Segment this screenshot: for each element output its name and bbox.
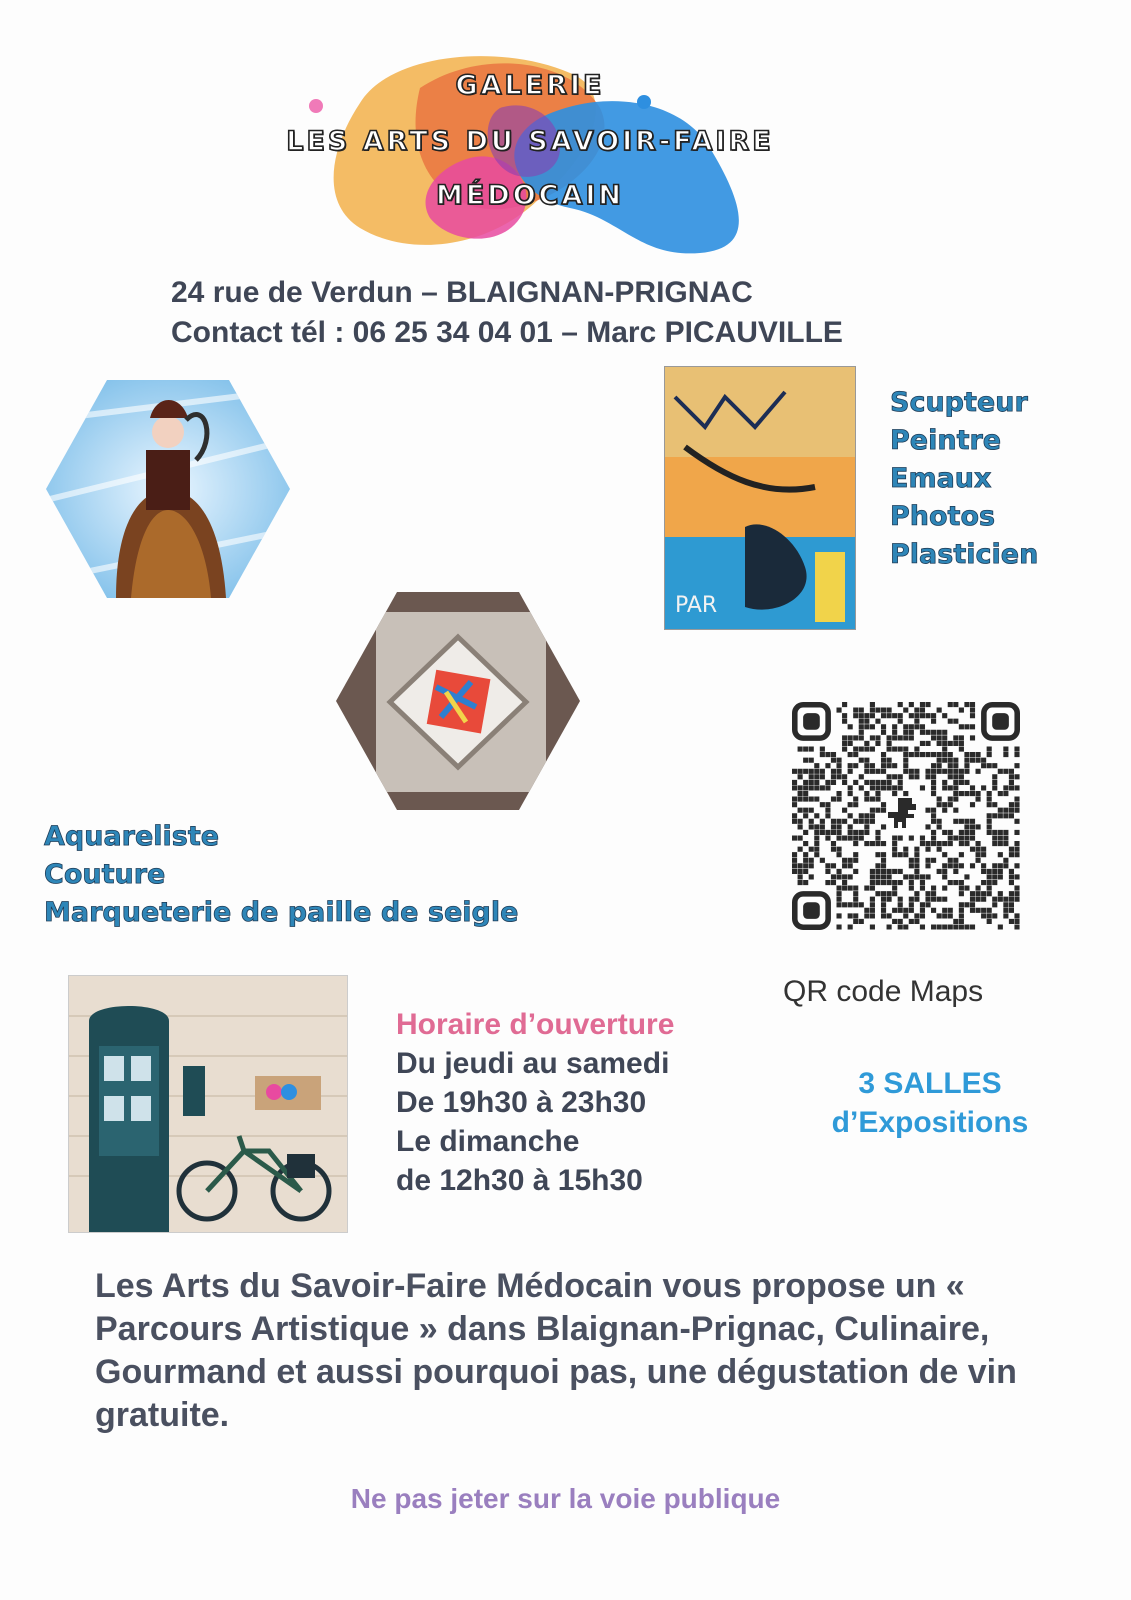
- qr-code-graphic: [792, 702, 1020, 930]
- opening-hours-line: de 12h30 à 15h30: [396, 1164, 643, 1197]
- logo-line-medocain: MÉDOCAIN: [435, 180, 625, 211]
- sculpture-photo: [336, 592, 580, 810]
- opening-hours: [396, 1005, 674, 1200]
- qr-center-icon: [888, 798, 916, 828]
- gallery-logo: [240, 48, 820, 268]
- skill-item: Couture: [44, 859, 166, 890]
- logo-line-name: LES ARTS DU SAVOIR-FAIRE: [286, 126, 774, 157]
- skill-item: Photos: [890, 501, 996, 532]
- qr-finder-pattern: [795, 705, 828, 738]
- opening-hours-line: Du jeudi au samedi: [396, 1047, 670, 1080]
- contact-line: Contact tél : 06 25 34 04 01 – Marc PICAUVILLE: [171, 316, 843, 349]
- svg-text:PAR: PAR: [675, 593, 718, 618]
- exhibition-rooms-count: 3 SALLES: [858, 1067, 1002, 1100]
- exhibition-rooms-label: d’Expositions: [831, 1106, 1029, 1139]
- skill-item: Peintre: [890, 425, 1002, 456]
- opening-hours-title: Horaire d’ouverture: [396, 1008, 675, 1041]
- skill-item: Scupteur: [890, 387, 1028, 418]
- skill-item: Aquareliste: [44, 821, 220, 852]
- skills-list-right: [890, 384, 1038, 574]
- address-line: 24 rue de Verdun – BLAIGNAN-PRIGNAC: [171, 276, 753, 309]
- storefront-photo: [68, 975, 348, 1233]
- logo-line-galerie: GALERIE: [455, 70, 605, 101]
- description-paragraph: Les Arts du Savoir-Faire Médocain vous propose un « Parcours Artistique » dans Blaignan-Prignac, Culinaire, Gourmand et aussi pourquoi pas, une dégustation de vin gratuite.: [95, 1267, 1017, 1434]
- skill-item: Emaux: [890, 463, 992, 494]
- qr-finder-pattern: [795, 894, 828, 927]
- skills-list-left: [44, 818, 518, 932]
- qr-code[interactable]: [792, 702, 1020, 930]
- costume-photo: [46, 380, 290, 598]
- footer-notice: Ne pas jeter sur la voie publique: [350, 1483, 781, 1514]
- skill-item: Marqueterie de paille de seigle: [44, 897, 519, 928]
- qr-caption: QR code Maps: [783, 975, 984, 1008]
- painting-photo: [664, 366, 856, 630]
- qr-finder-pattern: [984, 705, 1017, 738]
- skill-item: Plasticien: [890, 539, 1039, 570]
- opening-hours-line: Le dimanche: [396, 1125, 580, 1158]
- opening-hours-line: De 19h30 à 23h30: [396, 1086, 647, 1119]
- exhibition-rooms: [810, 1064, 1050, 1142]
